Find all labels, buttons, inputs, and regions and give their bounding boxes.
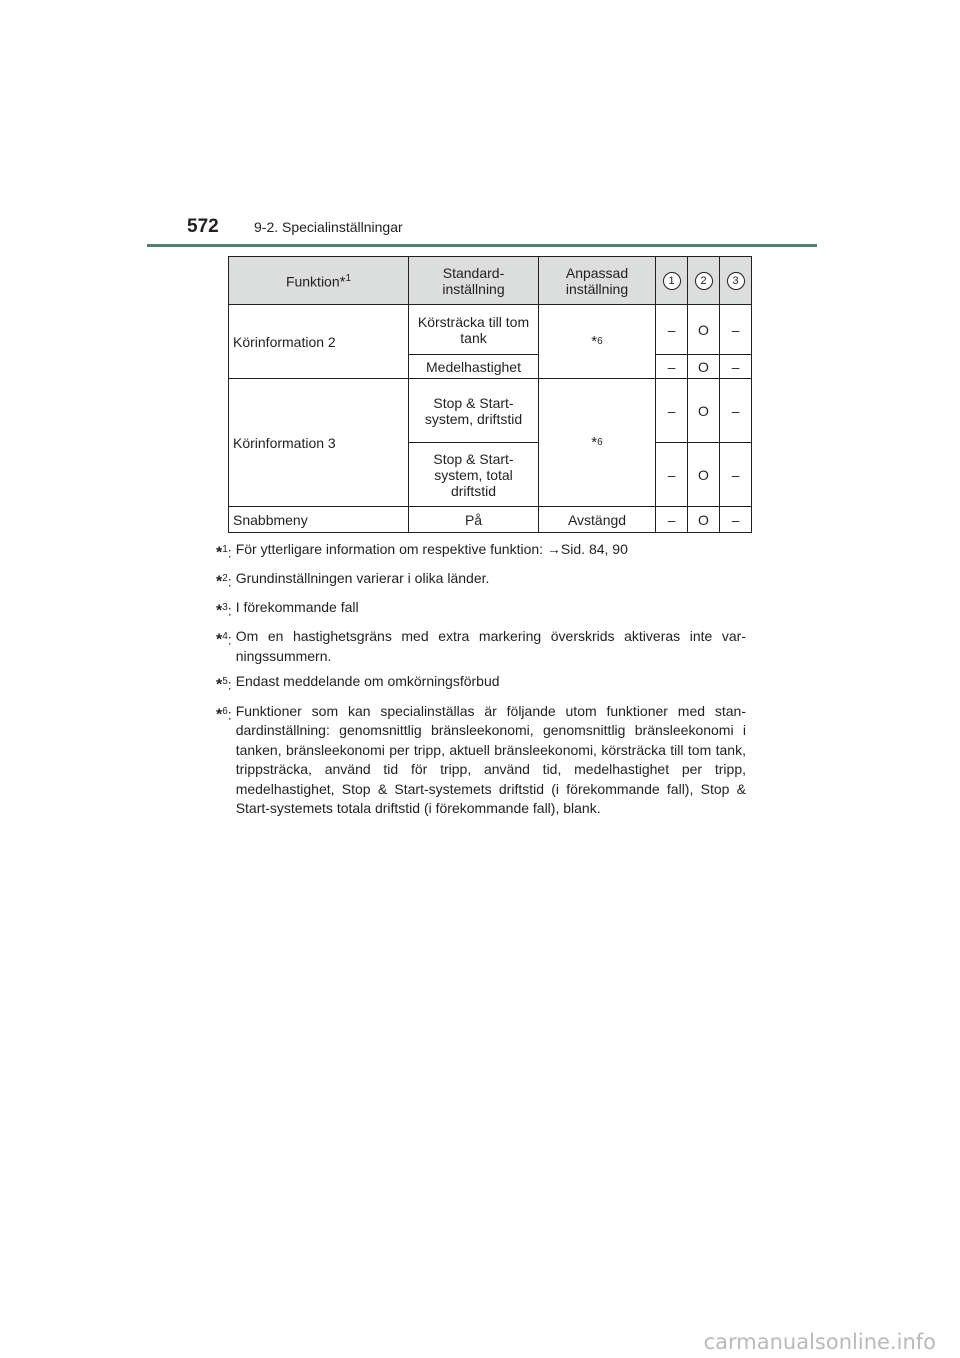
footnote-marker: *$^5$: xyxy=(216,676,232,695)
circled-number-1: 1 xyxy=(663,272,681,290)
function-star: * xyxy=(339,273,346,291)
table-row xyxy=(229,507,752,533)
footnote-star: * xyxy=(216,706,223,724)
footnote-5 xyxy=(216,672,746,695)
row-custom xyxy=(539,305,656,379)
custom-star: * xyxy=(591,333,598,350)
footnote-text: Om en hastighetsgräns med extra markering överskrids aktiveras inte varningssummern. xyxy=(235,628,746,664)
footnote-number: 1 xyxy=(222,544,228,555)
footnote-text: Grundinställningen varierar i olika länder. xyxy=(235,570,490,587)
footnotes xyxy=(216,540,746,825)
row-col1: – xyxy=(656,443,688,507)
row-default: Körsträcka till tom tank xyxy=(409,305,539,355)
footnote-4 xyxy=(216,627,746,666)
row-default: Stop & Start-system, total driftstid xyxy=(409,443,539,507)
footnote-6 xyxy=(216,702,746,819)
header-default-label: Standard- inställning xyxy=(442,264,505,297)
row-col3: – xyxy=(720,379,752,443)
row-custom: Avstängd xyxy=(539,507,656,533)
table-row xyxy=(229,305,752,355)
footnote-marker: *$^1$: xyxy=(216,544,232,562)
header-col3 xyxy=(720,257,752,305)
header-custom-label: Anpassad inställning xyxy=(565,264,629,297)
circled-number-3: 3 xyxy=(727,272,745,290)
custom-ref: 6 xyxy=(597,437,603,448)
custom-star: * xyxy=(591,434,598,451)
function-ref: 1 xyxy=(345,272,352,284)
settings-table xyxy=(228,256,752,533)
footnote-text: Funktioner som kan specialinställas är följande utom funktioner med standardinställning: genomsnittlig bränsleekonomi, genomsnittlig bränsleekonomi i tanken, bränsleekonomi per tripp, aktuell bränsleekonomi, körsträcka till tom tank, trippsträcka, använd tid för tripp, använd tid, medelhastighet per tripp, medelhastighet, Stop & Start-systemets driftstid (i förekommande fall), Stop & Start-systemets totala driftstid (i förekommande fall), blank. xyxy=(235,702,746,817)
footnote-3 xyxy=(216,598,746,621)
header-function xyxy=(229,257,409,305)
row-col1: – xyxy=(656,305,688,355)
row-col3: – xyxy=(720,355,752,379)
section-title: 9-2. Specialinställningar xyxy=(254,219,403,235)
row-col3: – xyxy=(720,305,752,355)
header-function-label: Funktion xyxy=(285,273,340,290)
page-number: 572 xyxy=(187,216,219,237)
table-row xyxy=(229,379,752,443)
header-rule xyxy=(147,244,817,247)
footnote-star: * xyxy=(216,677,223,695)
row-function: Körinformation 3 xyxy=(229,379,409,507)
row-function: Snabbmeny xyxy=(229,507,409,533)
footnote-marker: *$^2$: xyxy=(216,573,232,591)
watermark: carmanualsonline.info xyxy=(703,1330,936,1354)
footnote-2 xyxy=(216,569,746,592)
row-col2: O xyxy=(688,379,720,443)
footnote-star: * xyxy=(216,544,223,562)
table-header-row xyxy=(229,257,752,305)
footnote-marker: *$^4$: xyxy=(216,631,232,650)
row-custom xyxy=(539,379,656,507)
footnote-number: 5 xyxy=(222,676,228,688)
row-col2: O xyxy=(688,355,720,379)
header-custom xyxy=(539,257,656,305)
footnote-number: 3 xyxy=(222,602,228,614)
footnote-number: 6 xyxy=(222,705,228,717)
footnote-star: * xyxy=(216,602,223,620)
header-default xyxy=(409,257,539,305)
row-col2: O xyxy=(688,305,720,355)
circled-number-2: 2 xyxy=(695,272,713,290)
footnote-marker: *$^3$: xyxy=(216,602,232,620)
row-col3: – xyxy=(720,507,752,533)
footnote-1 xyxy=(216,540,746,563)
footnote-text: För ytterligare information om respektive funktion: →Sid. 84, 90 xyxy=(235,541,628,557)
row-col1: – xyxy=(656,379,688,443)
footnote-star: * xyxy=(216,573,223,591)
footnote-text: I förekommande fall xyxy=(235,599,359,616)
footnote-text: Endast meddelande om omkörningsförbud xyxy=(235,673,500,690)
row-default: Stop & Start-system, driftstid xyxy=(409,379,539,443)
custom-ref: 6 xyxy=(597,336,603,347)
row-function: Körinformation 2 xyxy=(229,305,409,379)
row-col2: O xyxy=(688,443,720,507)
footnote-star: * xyxy=(216,632,223,650)
header-col2 xyxy=(688,257,720,305)
footnote-number: 4 xyxy=(222,631,228,643)
page-header xyxy=(187,216,403,238)
row-default: Medelhastighet xyxy=(409,355,539,379)
footnote-number: 2 xyxy=(222,573,228,585)
row-col1: – xyxy=(656,507,688,533)
row-default: På xyxy=(409,507,539,533)
row-col1: – xyxy=(656,355,688,379)
header-col1 xyxy=(656,257,688,305)
row-col2: O xyxy=(688,507,720,533)
row-col3: – xyxy=(720,443,752,507)
footnote-marker: *$^6$: xyxy=(216,705,232,724)
